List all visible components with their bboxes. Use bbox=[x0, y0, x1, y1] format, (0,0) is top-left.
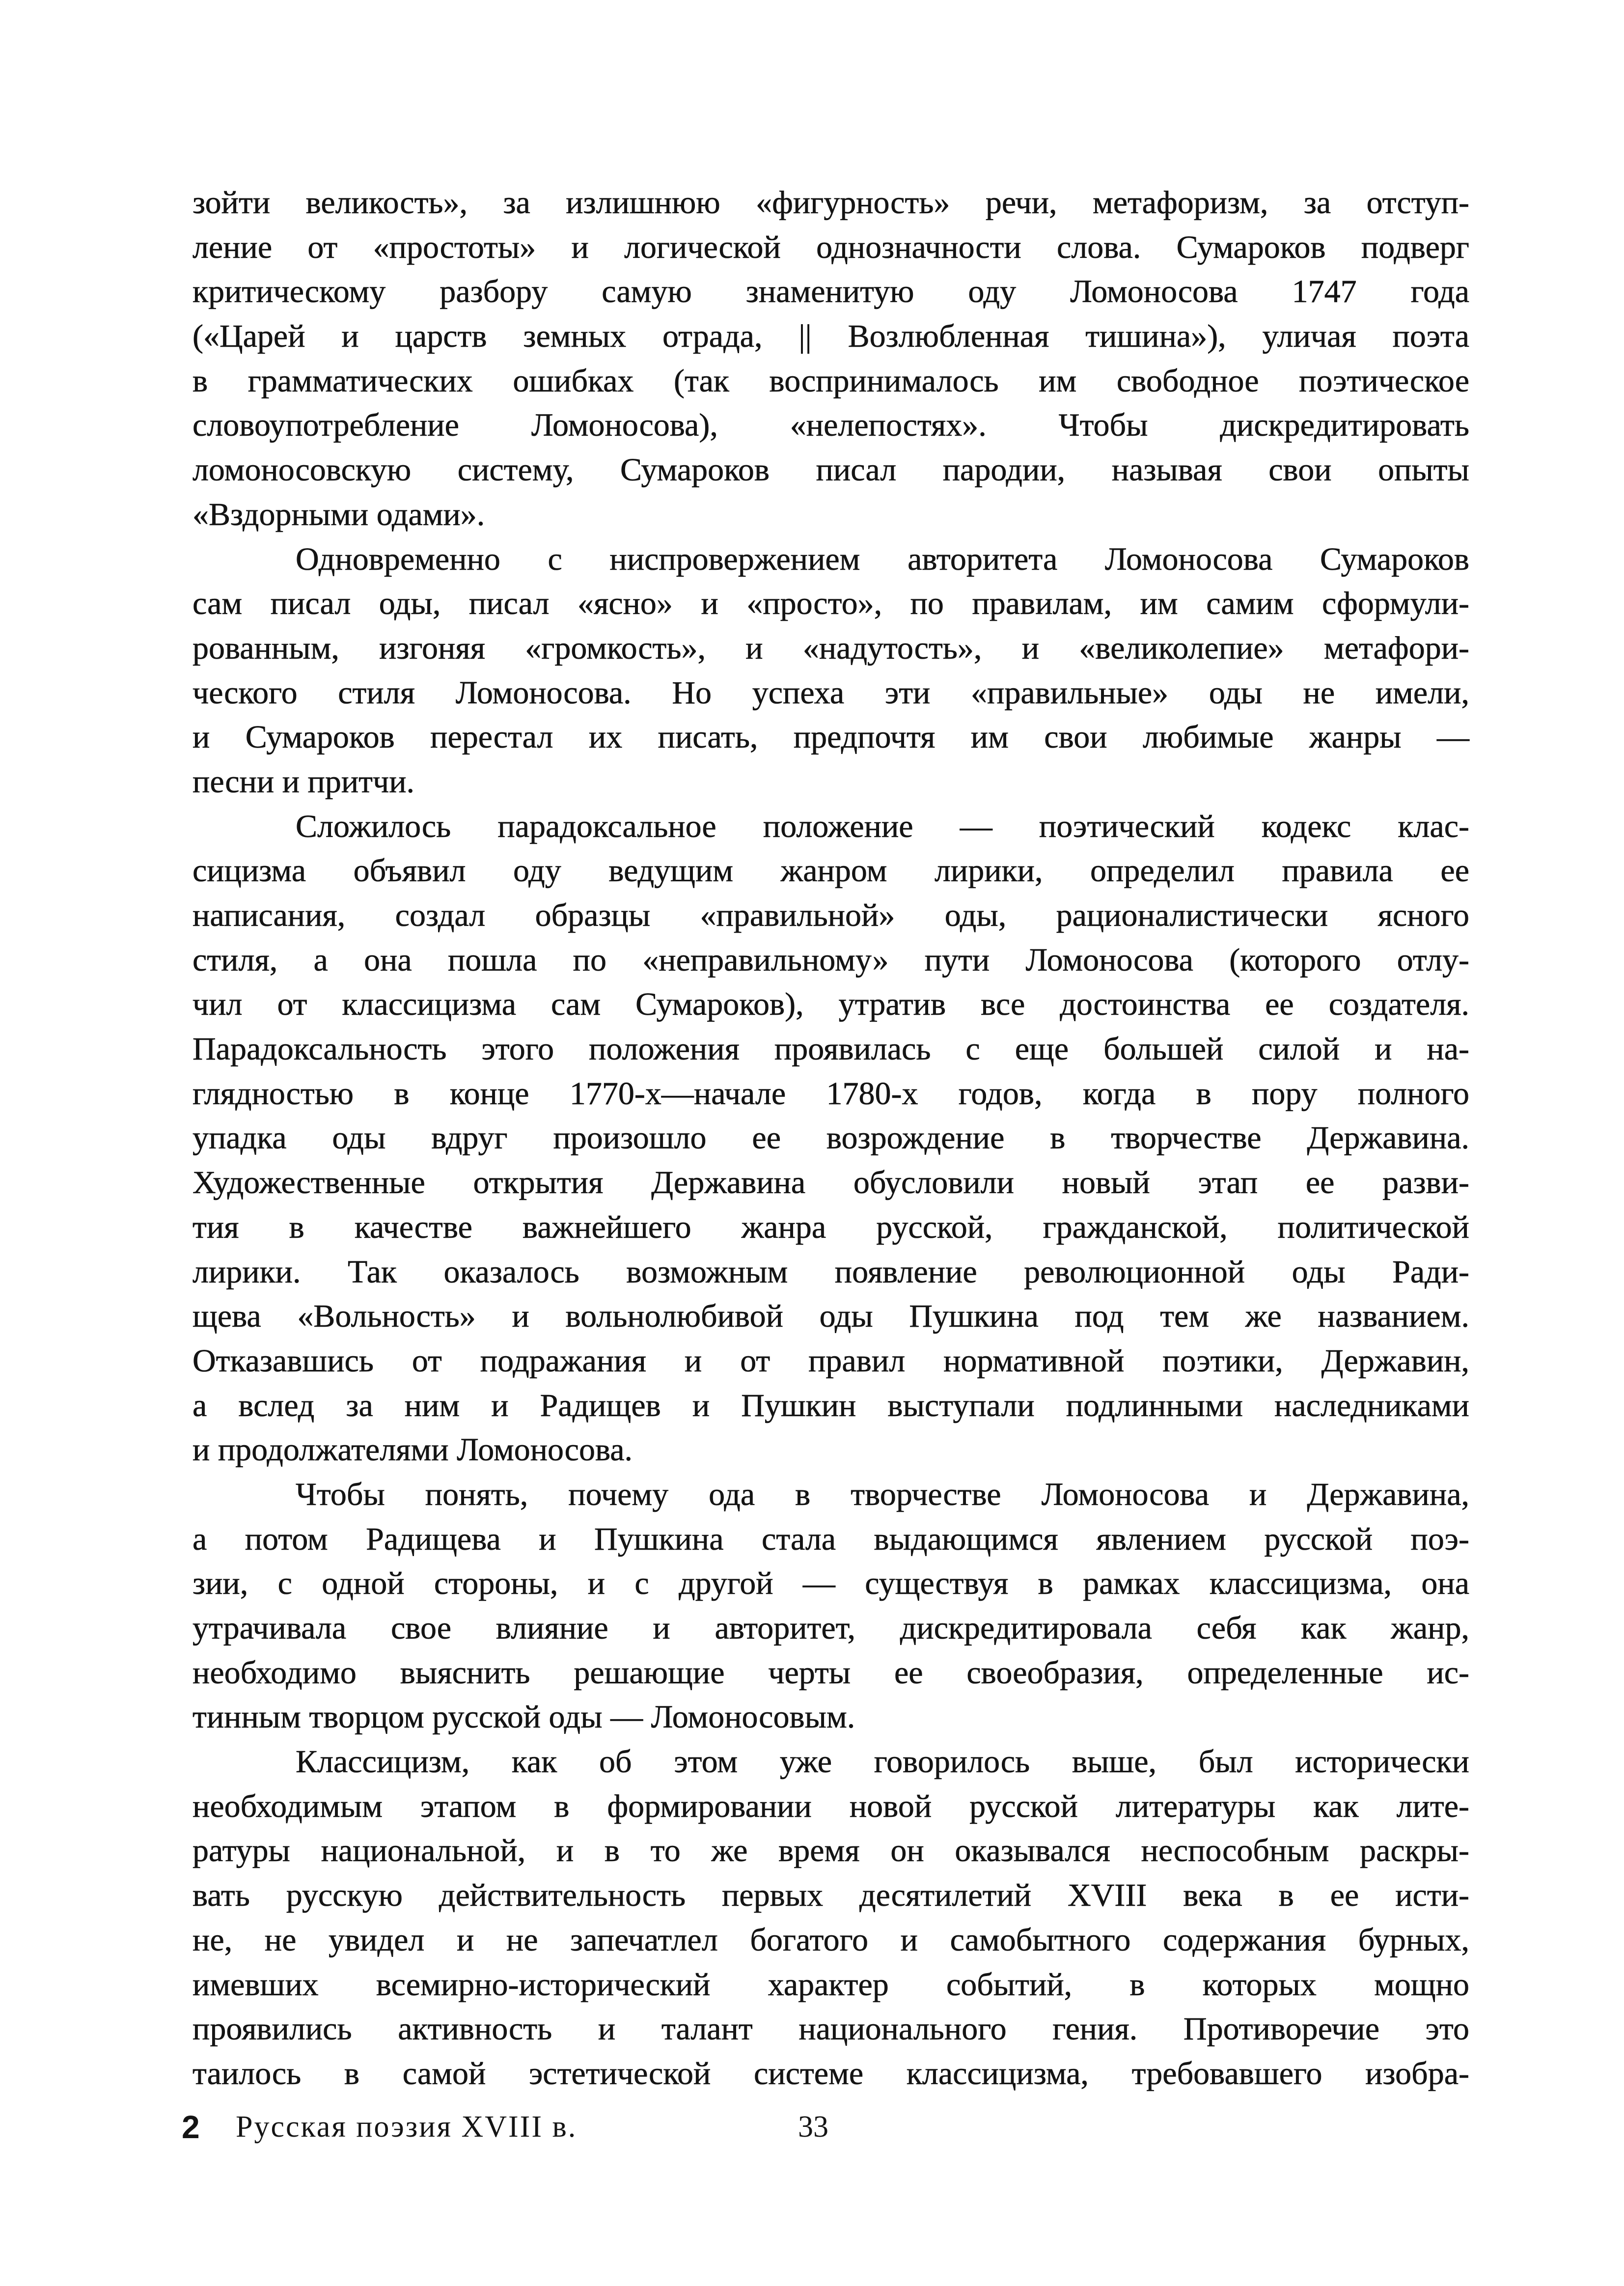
text-line: имевших всемирно-исторический характер событий, в которых мощно bbox=[193, 1966, 1469, 2003]
text-line: Классицизм, как об этом уже говорилось выше, был исторически bbox=[296, 1744, 1469, 1780]
text-line: Чтобы понять, почему ода в творчестве Ломоносова и Державина, bbox=[296, 1476, 1469, 1512]
text-line: ратуры национальной, и в то же время он оказывался неспособным раскры- bbox=[193, 1833, 1469, 1869]
text-line: тинным творцом русской оды — Ломоносовым. bbox=[193, 1699, 855, 1735]
text-line: вать русскую действительность первых десятилетий XVIII века в ее исти- bbox=[193, 1877, 1469, 1914]
text-line: словоупотребление Ломоносова), «нелепостях». Чтобы дискредитировать bbox=[193, 407, 1469, 444]
text-line: упадка оды вдруг произошло ее возрождение в творчестве Державина. bbox=[193, 1120, 1469, 1156]
text-line: ление от «простоты» и логической однозначности слова. Сумароков подверг bbox=[193, 229, 1469, 265]
page-number: 33 bbox=[798, 2110, 828, 2144]
text-line: в грамматических ошибках (так воспринималось им свободное поэтическое bbox=[193, 362, 1469, 399]
text-line: зойти великость», за излишнюю «фигурность» речи, метафоризм, за отступ- bbox=[193, 185, 1469, 221]
body-text bbox=[193, 181, 1469, 2096]
text-line: утрачивала свое влияние и авторитет, дискредитировала себя как жанр, bbox=[193, 1610, 1469, 1646]
text-line: тия в качестве важнейшего жанра русской, гражданской, политической bbox=[193, 1209, 1469, 1245]
text-line: написания, создал образцы «правильной» оды, рационалистически ясного bbox=[193, 897, 1469, 933]
text-line: «Вздорными одами». bbox=[193, 496, 485, 532]
text-line: Одновременно с ниспровержением авторитета Ломоносова Сумароков bbox=[296, 541, 1469, 577]
text-line: лирики. Так оказалось возможным появление революционной оды Ради- bbox=[193, 1254, 1469, 1290]
text-line: рованным, изгоняя «громкость», и «надутость», и «великолепие» метафори- bbox=[193, 630, 1469, 666]
text-line: Художественные открытия Державина обусловили новый этап ее разви- bbox=[193, 1165, 1469, 1201]
text-line: стиля, а она пошла по «неправильному» пути Ломоносова (которого отлу- bbox=[193, 942, 1469, 978]
text-line: сам писал оды, писал «ясно» и «просто», по правилам, им самим сформули- bbox=[193, 585, 1469, 622]
text-line: щева «Вольность» и вольнолюбивой оды Пушкина под тем же названием. bbox=[193, 1298, 1469, 1335]
text-line: критическому разбору самую знаменитую оду Ломоносова 1747 года bbox=[193, 274, 1469, 310]
text-line: и продолжателями Ломоносова. bbox=[193, 1432, 633, 1468]
text-line: а потом Радищева и Пушкина стала выдающимся явлением русской поэ- bbox=[193, 1521, 1469, 1557]
signature-title: Русская поэзия XVIII в. bbox=[236, 2110, 578, 2144]
page-footer bbox=[0, 2105, 1624, 2149]
text-line: необходимым этапом в формировании новой русской литературы как лите- bbox=[193, 1788, 1469, 1824]
text-line: необходимо выяснить решающие черты ее своеобразия, определенные ис- bbox=[193, 1654, 1469, 1691]
text-line: сицизма объявил оду ведущим жанром лирики, определил правила ее bbox=[193, 853, 1469, 889]
text-line: чил от классицизма сам Сумароков), утратив все достоинства ее создателя. bbox=[193, 986, 1469, 1023]
text-line: глядностью в конце 1770-х—начале 1780-х годов, когда в пору полного bbox=[193, 1075, 1469, 1112]
text-line: Сложилось парадоксальное положение — поэтический кодекс клас- bbox=[296, 808, 1469, 844]
text-line: песни и притчи. bbox=[193, 763, 415, 800]
text-line: таилось в самой эстетической системе классицизма, требовавшего изобра- bbox=[193, 2055, 1469, 2091]
signature-number: 2 bbox=[182, 2109, 200, 2145]
text-line: Отказавшись от подражания и от правил нормативной поэтики, Державин, bbox=[193, 1342, 1469, 1379]
text-line: ломоносовскую систему, Сумароков писал пародии, называя свои опыты bbox=[193, 452, 1469, 488]
text-line: не, не увидел и не запечатлел богатого и самобытного содержания бурных, bbox=[193, 1922, 1469, 1958]
text-line: проявились активность и талант национального гения. Противоречие это bbox=[193, 2011, 1469, 2047]
text-line: («Царей и царств земных отрада, || Возлюбленная тишина»), уличая поэта bbox=[193, 318, 1469, 355]
text-line: зии, с одной стороны, и с другой — существуя в рамках классицизма, она bbox=[193, 1565, 1469, 1602]
text-line: а вслед за ним и Радищев и Пушкин выступали подлинными наследниками bbox=[193, 1387, 1469, 1423]
text-line: и Сумароков перестал их писать, предпочтя им свои любимые жанры — bbox=[193, 719, 1469, 755]
text-line: ческого стиля Ломоносова. Но успеха эти «правильные» оды не имели, bbox=[193, 674, 1469, 711]
text-line: Парадоксальность этого положения проявилась с еще большей силой и на- bbox=[193, 1031, 1469, 1067]
